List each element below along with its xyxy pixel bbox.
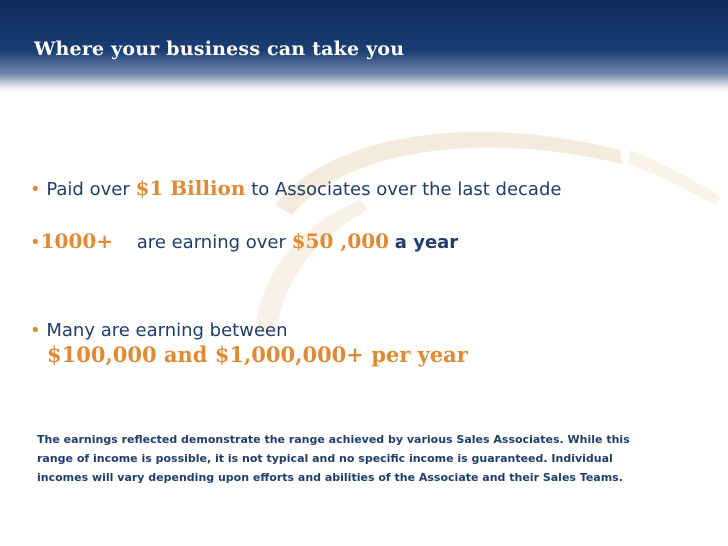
disclaimer-line: The earnings reflected demonstrate the range achieved by various Sales Associates. While this xyxy=(37,433,630,446)
bullet-3-text: Many are earning between xyxy=(46,320,288,341)
bullet-1-highlight: $1 Billion xyxy=(135,176,246,200)
disclaimer-line: incomes will vary depending upon efforts and abilities of the Associate and their Sales Teams. xyxy=(37,471,623,484)
bullet-2-suffix: a year xyxy=(394,232,459,253)
bullet-3 xyxy=(30,320,288,341)
bullet-2 xyxy=(30,229,458,253)
header-bar xyxy=(0,0,728,92)
bullet-marker: • xyxy=(30,179,41,200)
disclaimer-line: range of income is possible, it is not typical and no specific income is guaranteed. Individual xyxy=(37,452,613,465)
earnings-disclaimer xyxy=(37,430,637,487)
slide-title: Where your business can take you xyxy=(34,38,405,60)
bullet-marker: • xyxy=(30,232,41,253)
bullet-1-prefix: Paid over xyxy=(46,179,130,200)
bullet-2-middle: are earning over xyxy=(136,232,286,253)
bullet-marker: • xyxy=(30,320,41,341)
bullet-1 xyxy=(30,176,561,200)
bullet-3-highlight: $100,000 and $1,000,000+ per year xyxy=(47,342,468,367)
bullet-2-highlight-amount: $50 ,000 xyxy=(291,229,390,253)
bullet-1-suffix: to Associates over the last decade xyxy=(251,179,562,200)
bullet-2-highlight-count: 1000+ xyxy=(40,229,114,253)
